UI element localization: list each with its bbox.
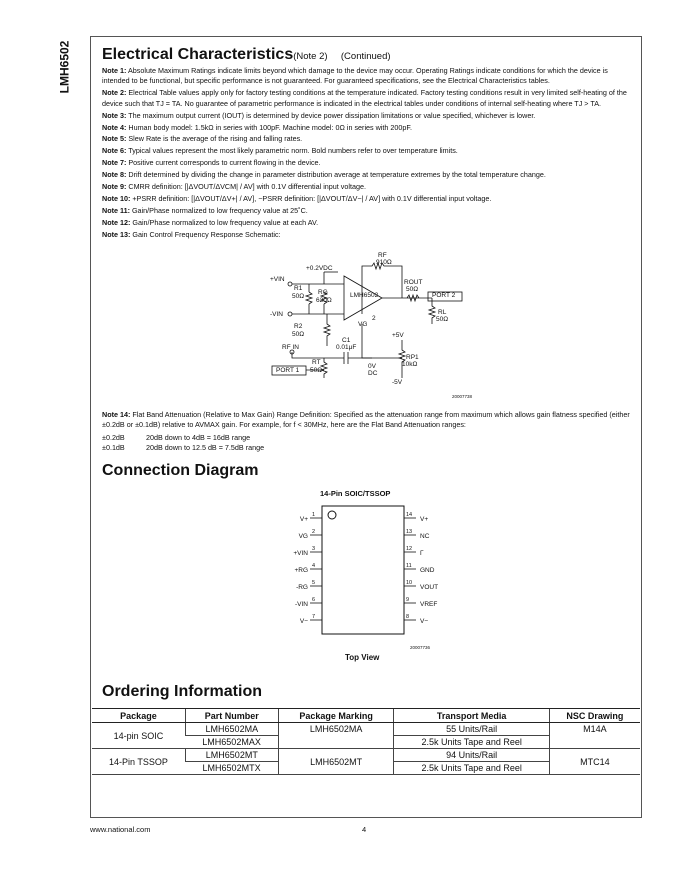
port1-label: PORT 1 xyxy=(276,367,300,374)
r1-value: 50Ω xyxy=(292,293,305,300)
col-media: Transport Media xyxy=(394,709,549,723)
rout-value: 50Ω xyxy=(406,286,419,293)
section-title-electrical xyxy=(102,46,391,64)
vin-pos-label: +VIN xyxy=(270,276,285,283)
pin-name: VOUT xyxy=(420,584,439,591)
pin-number: 14 xyxy=(406,512,413,518)
col-marking: Package Marking xyxy=(278,709,394,723)
pin-number: 3 xyxy=(312,546,316,552)
pin-number: 5 xyxy=(312,580,316,586)
note-item: Note 12: Gain/Phase normalized to low frequency value at each AV. xyxy=(102,217,319,227)
rout-label: ROUT xyxy=(404,279,423,286)
conn-fig-id: 20007736 xyxy=(410,645,431,650)
note14-label: Note 14: xyxy=(102,410,131,419)
table-row: 14-pin SOIC LMH6502MA LMH6502MA 55 Units/Rail M14A xyxy=(92,723,640,736)
col-drawing: NSC Drawing xyxy=(549,709,640,723)
pin-name: V+ xyxy=(420,516,429,523)
rl-label: RL xyxy=(438,309,447,316)
note-ref: (Note 2) xyxy=(293,51,328,62)
pin-number: 4 xyxy=(312,563,316,569)
rg-value: 620Ω xyxy=(316,297,332,304)
pin-number: 12 xyxy=(406,546,413,552)
port2-label: PORT 2 xyxy=(432,292,456,299)
rp1-value: 10kΩ xyxy=(402,361,418,368)
vg-label: VG xyxy=(358,321,368,328)
note-item: Note 9: CMRR definition: [|ΔVOUT/ΔVCM| / AV] with 0.1V differential input voltage. xyxy=(102,182,366,192)
connection-diagram xyxy=(270,484,460,664)
top-view-caption: Top View xyxy=(345,653,380,662)
pin-number: 13 xyxy=(406,529,413,535)
connection-diagram-title: Connection Diagram xyxy=(102,462,259,479)
pin-number: 7 xyxy=(312,614,316,620)
dc-label: DC xyxy=(368,370,378,377)
note-item: Note 8: Drift determined by dividing the change in parameter distribution average at temperature extremes by the total temperature change. xyxy=(102,170,546,180)
pin-number: 2 xyxy=(312,529,316,535)
note-item: Note 13: Gain Control Frequency Response Schematic: xyxy=(102,229,281,239)
continued-label: (Continued) xyxy=(340,51,391,62)
r2-label: R2 xyxy=(294,323,303,330)
vin-neg-label: -VIN xyxy=(270,311,283,318)
note-item: Note 2: Electrical Table values apply only for factory testing conditions at the temperature indicated. Factory testing conditions result in very limited self-heating of the device such that TJ = TA. No guarantee of parametric performance is indicated in the electrical tables under conditions of internal self-heating where TJ > TA. xyxy=(102,88,627,108)
rp1-label: RP1 xyxy=(406,354,419,361)
pin-name: VREF xyxy=(420,601,438,608)
ic-body xyxy=(322,506,404,634)
note-item: Note 4: Human body model: 1.5kΩ in series with 100pF. Machine model: 0Ω in series with 200pF. xyxy=(102,122,412,132)
note-item: Note 3: The maximum output current (IOUT) is determined by device power dissipation limitations or value specified, whichever is lower. xyxy=(102,110,536,120)
pin-number: 9 xyxy=(406,597,410,603)
package-label: 14-Pin SOIC/TSSOP xyxy=(320,489,391,498)
note-item: Note 1: Absolute Maximum Ratings indicate limits beyond which damage to the device may occur. Operating Ratings indicate conditions for which the device is intended to be functional, but specific performance is not guaranteed. For guaranteed specifications, see the Electrical Characteristics tables. xyxy=(102,66,608,86)
rfin-label: RF IN xyxy=(282,344,299,351)
rt-label: RT xyxy=(312,359,321,366)
pin-number: 8 xyxy=(406,614,410,620)
pin2-label: 2 xyxy=(372,315,376,322)
pin-number: 6 xyxy=(312,597,316,603)
chip-label: LMH6502 xyxy=(350,292,379,299)
rf-label: RF xyxy=(378,252,387,259)
pin-name: V− xyxy=(420,618,429,625)
col-part: Part Number xyxy=(185,709,278,723)
pin-number: 1 xyxy=(312,512,316,518)
note14-text: Flat Band Attenuation (Relative to Max Gain) Range Definition: Specified as the attenuation range from maximum which allows gain flatness specified (either ±0.2dB or ±0.1dB) relative to AVMAX gain. For example, for f < 30MHz, here are the Flat Band Attenuation ranges: xyxy=(102,410,630,430)
m5-label: -5V xyxy=(392,379,403,386)
pin-name: +RG xyxy=(294,567,308,574)
rl-value: 50Ω xyxy=(436,316,449,323)
ordering-table xyxy=(92,708,640,775)
pin-number: 11 xyxy=(406,563,412,569)
gain-control-schematic xyxy=(262,248,482,408)
rf-value: 910Ω xyxy=(376,259,392,266)
note-14 xyxy=(102,410,632,454)
note-item: Note 11: Gain/Phase normalized to low frequency value at 25˚C. xyxy=(102,205,308,215)
pin-name: V− xyxy=(299,618,308,625)
pin-name: -RG xyxy=(296,584,308,591)
side-label-text: LMH6502 xyxy=(57,40,72,94)
footer-site[interactable]: www.national.com xyxy=(90,825,151,834)
rg-label: RG xyxy=(318,289,328,296)
vdc-label: +0.2VDC xyxy=(306,265,333,272)
c1-value: 0.01μF xyxy=(336,344,357,351)
pin-name: +VIN xyxy=(293,550,308,557)
note-item: Note 6: Typical values represent the most likely parametric norm. Bold numbers refer to over temperature limits. xyxy=(102,146,458,156)
pin-name: Γ xyxy=(420,550,424,557)
schematic-fig-id: 20007738 xyxy=(452,394,473,399)
note-item: Note 7: Positive current corresponds to current flowing in the device. xyxy=(102,158,321,168)
zero-v-label: 0V xyxy=(368,363,376,370)
table-row: 14-Pin TSSOP LMH6502MT LMH6502MT 94 Units/Rail MTC14 xyxy=(92,749,640,762)
pin-number: 10 xyxy=(406,580,413,586)
c1-label: C1 xyxy=(342,337,351,344)
table-row: LMH6502MTX 2.5k Units Tape and Reel xyxy=(92,762,640,775)
rt-value: 50Ω xyxy=(310,367,323,374)
notes-list xyxy=(102,66,632,242)
ordering-title: Ordering Information xyxy=(102,683,262,700)
note-item: Note 10: +PSRR definition: [|ΔVOUT/ΔV+| / AV], −PSRR definition: [|ΔVOUT/ΔV−| / AV] with 0.1V differential input voltage. xyxy=(102,193,492,203)
electrical-title: Electrical Characteristics xyxy=(102,46,294,63)
pin-name: GND xyxy=(420,567,435,574)
r1-label: R1 xyxy=(294,285,303,292)
flatband-row: ±0.1dB 20dB down to 12.5 dB = 7.5dB range xyxy=(102,443,265,453)
page-number: 4 xyxy=(362,825,367,834)
r2-value: 50Ω xyxy=(292,331,305,338)
col-package: Package xyxy=(92,709,185,723)
pin1-marker xyxy=(328,511,336,519)
pin-name: -VIN xyxy=(295,601,308,608)
pin-name: NC xyxy=(420,533,430,540)
side-label xyxy=(57,40,80,100)
table-row: LMH6502MAX 2.5k Units Tape and Reel xyxy=(92,736,640,749)
note-item: Note 5: Slew Rate is the average of the rising and falling rates. xyxy=(102,134,303,144)
pin-name: VG xyxy=(298,533,308,540)
p5-label: +5V xyxy=(392,332,404,339)
pin-name: V+ xyxy=(299,516,308,523)
flatband-row: ±0.2dB 20dB down to 4dB = 16dB range xyxy=(102,432,251,442)
